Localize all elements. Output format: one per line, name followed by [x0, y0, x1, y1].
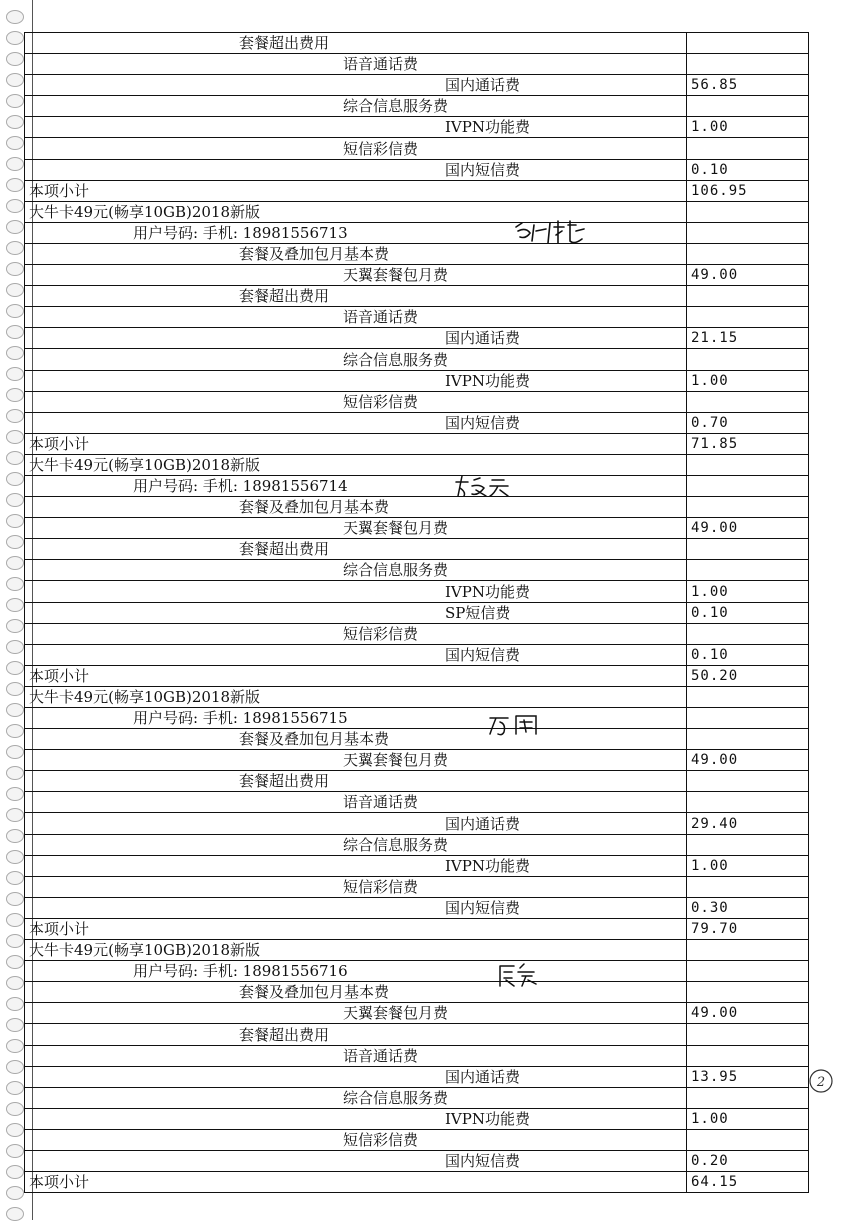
binding-hole — [6, 892, 24, 906]
item-amount — [687, 623, 809, 644]
item-amount: 29.40 — [687, 813, 809, 834]
binding-hole — [6, 808, 24, 822]
item-description: 天翼套餐包月费 — [25, 750, 687, 771]
binding-hole — [6, 871, 24, 885]
item-amount — [687, 1024, 809, 1045]
handwritten-page-number — [808, 1068, 834, 1094]
binding-hole — [6, 73, 24, 87]
item-amount — [687, 729, 809, 750]
bill-row — [25, 792, 809, 813]
bill-row — [25, 602, 809, 623]
item-description: 国内短信费 — [25, 412, 687, 433]
bill-row — [25, 243, 809, 264]
binding-hole — [6, 1207, 24, 1221]
item-amount — [687, 1129, 809, 1150]
bill-row — [25, 412, 809, 433]
item-amount: 1.00 — [687, 1108, 809, 1129]
item-description: IVPN功能费 — [25, 370, 687, 391]
item-description: 语音通话费 — [25, 792, 687, 813]
item-amount — [687, 138, 809, 159]
item-description: 套餐超出费用 — [25, 771, 687, 792]
binding-hole — [6, 745, 24, 759]
binding-hole — [6, 1144, 24, 1158]
item-amount: 49.00 — [687, 1003, 809, 1024]
binding-hole — [6, 934, 24, 948]
item-amount — [687, 222, 809, 243]
binding-hole — [6, 1186, 24, 1200]
binding-hole — [6, 451, 24, 465]
binding-hole — [6, 283, 24, 297]
item-description: 国内短信费 — [25, 644, 687, 665]
bill-row — [25, 961, 809, 982]
binding-hole — [6, 640, 24, 654]
item-description: 用户号码: 手机: 18981556715 — [25, 708, 687, 729]
binding-hole — [6, 304, 24, 318]
svg-text:2: 2 — [816, 1075, 826, 1090]
binding-hole — [6, 913, 24, 927]
binding-hole — [6, 367, 24, 381]
item-amount: 1.00 — [687, 581, 809, 602]
item-amount — [687, 243, 809, 264]
binding-hole — [6, 346, 24, 360]
binding-hole — [6, 430, 24, 444]
item-description: 本项小计 — [25, 918, 687, 939]
item-description: SP短信费 — [25, 602, 687, 623]
item-amount — [687, 560, 809, 581]
binding-hole — [6, 703, 24, 717]
item-description: 综合信息服务费 — [25, 560, 687, 581]
item-description: 套餐及叠加包月基本费 — [25, 497, 687, 518]
item-amount — [687, 982, 809, 1003]
item-description: 综合信息服务费 — [25, 1087, 687, 1108]
bill-row — [25, 96, 809, 117]
item-description: 大牛卡49元(畅享10GB)2018新版 — [25, 940, 687, 961]
item-description: 套餐超出费用 — [25, 539, 687, 560]
item-amount: 0.10 — [687, 644, 809, 665]
item-description: 短信彩信费 — [25, 391, 687, 412]
item-description: 套餐及叠加包月基本费 — [25, 729, 687, 750]
item-description: 本项小计 — [25, 180, 687, 201]
bill-row — [25, 1045, 809, 1066]
item-amount: 1.00 — [687, 117, 809, 138]
bill-row — [25, 1172, 809, 1193]
item-description: 用户号码: 手机: 18981556714 — [25, 475, 687, 496]
item-amount: 64.15 — [687, 1172, 809, 1193]
item-amount — [687, 876, 809, 897]
binding-hole — [6, 1123, 24, 1137]
item-amount — [687, 834, 809, 855]
item-amount — [687, 1087, 809, 1108]
binding-hole — [6, 976, 24, 990]
bill-row — [25, 1024, 809, 1045]
bill-row — [25, 644, 809, 665]
item-amount — [687, 201, 809, 222]
item-description: 大牛卡49元(畅享10GB)2018新版 — [25, 686, 687, 707]
bill-row — [25, 370, 809, 391]
item-amount — [687, 940, 809, 961]
item-amount — [687, 391, 809, 412]
binding-hole — [6, 514, 24, 528]
binding-holes — [4, 0, 26, 1220]
item-description: 用户号码: 手机: 18981556716 — [25, 961, 687, 982]
item-amount — [687, 1045, 809, 1066]
bill-row — [25, 349, 809, 370]
bill-row — [25, 75, 809, 96]
bill-row — [25, 708, 809, 729]
item-amount: 1.00 — [687, 855, 809, 876]
item-amount: 1.00 — [687, 370, 809, 391]
binding-hole — [6, 115, 24, 129]
binding-hole — [6, 52, 24, 66]
bill-row — [25, 686, 809, 707]
bill-row — [25, 454, 809, 475]
binding-hole — [6, 409, 24, 423]
item-description: 套餐及叠加包月基本费 — [25, 982, 687, 1003]
binding-hole — [6, 577, 24, 591]
binding-hole — [6, 682, 24, 696]
item-description: 短信彩信费 — [25, 623, 687, 644]
item-amount: 0.10 — [687, 602, 809, 623]
binding-hole — [6, 136, 24, 150]
item-description: IVPN功能费 — [25, 117, 687, 138]
item-description: 国内通话费 — [25, 75, 687, 96]
item-amount: 13.95 — [687, 1066, 809, 1087]
bill-table-body — [25, 33, 809, 1193]
item-amount: 79.70 — [687, 918, 809, 939]
bill-row — [25, 876, 809, 897]
bill-row — [25, 1150, 809, 1171]
item-amount: 56.85 — [687, 75, 809, 96]
item-amount: 106.95 — [687, 180, 809, 201]
item-amount — [687, 33, 809, 54]
bill-row — [25, 518, 809, 539]
item-amount — [687, 792, 809, 813]
item-amount: 21.15 — [687, 328, 809, 349]
binding-hole — [6, 1081, 24, 1095]
item-amount: 0.20 — [687, 1150, 809, 1171]
item-description: IVPN功能费 — [25, 855, 687, 876]
item-description: 大牛卡49元(畅享10GB)2018新版 — [25, 201, 687, 222]
binding-hole — [6, 1018, 24, 1032]
item-description: 综合信息服务费 — [25, 834, 687, 855]
binding-hole — [6, 1102, 24, 1116]
bill-row — [25, 560, 809, 581]
bill-row — [25, 54, 809, 75]
bill-row — [25, 940, 809, 961]
bill-row — [25, 897, 809, 918]
binding-hole — [6, 241, 24, 255]
bill-row — [25, 855, 809, 876]
bill-row — [25, 771, 809, 792]
binding-hole — [6, 661, 24, 675]
bill-row — [25, 159, 809, 180]
item-description: 本项小计 — [25, 433, 687, 454]
item-amount: 49.00 — [687, 265, 809, 286]
item-description: 国内通话费 — [25, 813, 687, 834]
item-description: 套餐超出费用 — [25, 286, 687, 307]
bill-row — [25, 222, 809, 243]
item-amount: 0.10 — [687, 159, 809, 180]
item-amount: 49.00 — [687, 518, 809, 539]
item-amount — [687, 286, 809, 307]
bill-row — [25, 117, 809, 138]
item-description: 本项小计 — [25, 1172, 687, 1193]
bill-row — [25, 581, 809, 602]
binding-hole — [6, 829, 24, 843]
item-amount — [687, 307, 809, 328]
item-amount — [687, 708, 809, 729]
item-description: 综合信息服务费 — [25, 349, 687, 370]
bill-row — [25, 328, 809, 349]
item-description: 大牛卡49元(畅享10GB)2018新版 — [25, 454, 687, 475]
item-description: 综合信息服务费 — [25, 96, 687, 117]
item-amount — [687, 686, 809, 707]
bill-row — [25, 286, 809, 307]
bill-row — [25, 391, 809, 412]
item-description: 短信彩信费 — [25, 138, 687, 159]
binding-hole — [6, 220, 24, 234]
binding-hole — [6, 598, 24, 612]
bill-row — [25, 497, 809, 518]
item-amount: 0.30 — [687, 897, 809, 918]
item-amount — [687, 454, 809, 475]
binding-hole — [6, 1060, 24, 1074]
item-description: IVPN功能费 — [25, 581, 687, 602]
bill-row — [25, 834, 809, 855]
bill-row — [25, 180, 809, 201]
binding-hole — [6, 766, 24, 780]
item-amount — [687, 961, 809, 982]
item-description: 短信彩信费 — [25, 1129, 687, 1150]
binding-hole — [6, 850, 24, 864]
bill-row — [25, 1066, 809, 1087]
item-amount: 49.00 — [687, 750, 809, 771]
item-description: IVPN功能费 — [25, 1108, 687, 1129]
binding-hole — [6, 955, 24, 969]
item-amount: 71.85 — [687, 433, 809, 454]
item-description: 天翼套餐包月费 — [25, 265, 687, 286]
binding-hole — [6, 493, 24, 507]
item-amount: 0.70 — [687, 412, 809, 433]
item-description: 国内通话费 — [25, 1066, 687, 1087]
item-description: 语音通话费 — [25, 54, 687, 75]
item-description: 套餐超出费用 — [25, 1024, 687, 1045]
item-description: 天翼套餐包月费 — [25, 518, 687, 539]
binding-hole — [6, 178, 24, 192]
bill-table — [24, 32, 809, 1193]
binding-hole — [6, 10, 24, 24]
item-amount — [687, 497, 809, 518]
bill-row — [25, 918, 809, 939]
item-description: 国内通话费 — [25, 328, 687, 349]
bill-row — [25, 138, 809, 159]
bill-row — [25, 1129, 809, 1150]
item-description: 国内短信费 — [25, 1150, 687, 1171]
bill-row — [25, 539, 809, 560]
bill-row — [25, 201, 809, 222]
bill-row — [25, 665, 809, 686]
bill-row — [25, 1003, 809, 1024]
item-amount — [687, 539, 809, 560]
item-description: 国内短信费 — [25, 159, 687, 180]
item-description: 国内短信费 — [25, 897, 687, 918]
binding-hole — [6, 472, 24, 486]
bill-row — [25, 729, 809, 750]
binding-hole — [6, 94, 24, 108]
bill-row — [25, 750, 809, 771]
item-amount — [687, 96, 809, 117]
binding-hole — [6, 388, 24, 402]
binding-hole — [6, 199, 24, 213]
bill-row — [25, 307, 809, 328]
binding-hole — [6, 31, 24, 45]
bill-row — [25, 433, 809, 454]
item-amount — [687, 475, 809, 496]
item-description: 天翼套餐包月费 — [25, 1003, 687, 1024]
bill-row — [25, 623, 809, 644]
bill-row — [25, 475, 809, 496]
item-description: 用户号码: 手机: 18981556713 — [25, 222, 687, 243]
binding-hole — [6, 1165, 24, 1179]
bill-row — [25, 1108, 809, 1129]
binding-hole — [6, 997, 24, 1011]
binding-hole — [6, 157, 24, 171]
item-description: 语音通话费 — [25, 1045, 687, 1066]
bill-row — [25, 982, 809, 1003]
item-description: 短信彩信费 — [25, 876, 687, 897]
item-description: 本项小计 — [25, 665, 687, 686]
binding-hole — [6, 535, 24, 549]
binding-hole — [6, 556, 24, 570]
binding-hole — [6, 724, 24, 738]
binding-hole — [6, 619, 24, 633]
item-amount — [687, 349, 809, 370]
item-amount: 50.20 — [687, 665, 809, 686]
bill-row — [25, 33, 809, 54]
binding-hole — [6, 325, 24, 339]
binding-hole — [6, 787, 24, 801]
binding-hole — [6, 262, 24, 276]
item-description: 语音通话费 — [25, 307, 687, 328]
item-amount — [687, 54, 809, 75]
item-description: 套餐超出费用 — [25, 33, 687, 54]
item-description: 套餐及叠加包月基本费 — [25, 243, 687, 264]
binding-hole — [6, 1039, 24, 1053]
bill-row — [25, 813, 809, 834]
bill-row — [25, 1087, 809, 1108]
item-amount — [687, 771, 809, 792]
bill-row — [25, 265, 809, 286]
